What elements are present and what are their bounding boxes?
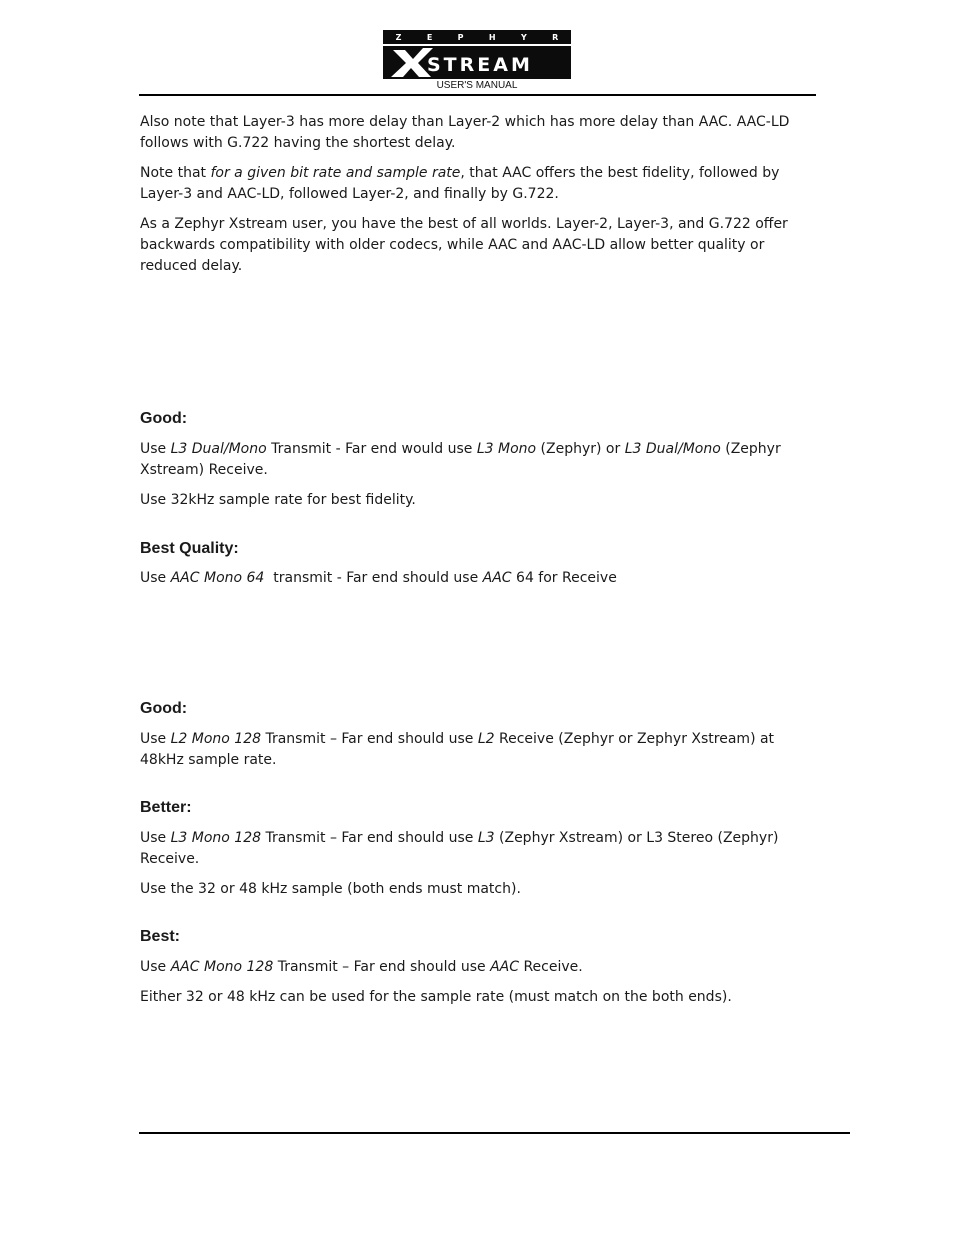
users-manual-label: USER'S MANUAL [436,80,518,91]
section2-good-paragraph-1: Use L2 Mono 128 Transmit – Far end should use L2 Receive (Zephyr or Zephyr Xstream) at 48kHz sample rate. [140,731,775,768]
section1-best-paragraph-1: Use AAC Mono 64 transmit - Far end should use AAC 64 for Receive [140,570,617,586]
footer-rule [139,1132,850,1134]
intro-paragraph-2: Note that for a given bit rate and sample rate, that AAC offers the best fidelity, followed by Layer-3 and AAC-LD, followed Layer-2, and finally by G.722. [140,165,780,202]
section1-good-paragraph-2: Use 32kHz sample rate for best fidelity. [140,492,416,508]
section2-better-paragraph-2: Use the 32 or 48 kHz sample (both ends must match). [140,881,521,897]
section2-better-paragraph-1: Use L3 Mono 128 Transmit – Far end should use L3 (Zephyr Xstream) or L3 Stereo (Zephyr) Receive. [140,830,779,867]
section2-better-heading: Better: [140,799,192,816]
logo-letter: H [488,32,496,42]
intro-paragraph-3: As a Zephyr Xstream user, you have the best of all worlds. Layer-2, Layer-3, and G.722 offer backwards compatibility with older codecs, while AAC and AAC-LD allow better quality or reduced delay. [140,216,788,274]
section2-best-paragraph-2: Either 32 or 48 kHz can be used for the sample rate (must match on the both ends). [140,989,732,1005]
section1-best-quality-heading: Best Quality: [140,540,239,557]
logo-letter: R [552,32,559,42]
logo-letter: E [426,32,433,42]
section1-good-heading: Good: [140,410,188,427]
zephyr-xstream-logo [383,30,571,79]
logo-letter: Y [520,32,527,42]
section1-good-paragraph-1: Use L3 Dual/Mono Transmit - Far end would use L3 Mono (Zephyr) or L3 Dual/Mono (Zephyr Xstream) Receive. [140,441,781,478]
section2-best-heading: Best: [140,928,181,945]
section2-best-paragraph-1: Use AAC Mono 128 Transmit – Far end should use AAC Receive. [140,959,583,975]
logo-letter: Z [395,32,402,42]
logo-letter-row [383,31,571,43]
intro-paragraph-1: Also note that Layer-3 has more delay than Layer-2 which has more delay than AAC. AAC-LD follows with G.722 having the shortest delay. [140,114,790,151]
logo-stream-text: STREAM [427,54,533,76]
logo-letter: P [457,32,464,42]
logo-xstream-mark [383,46,571,79]
section2-good-heading: Good: [140,700,188,717]
header-rule [139,94,816,96]
